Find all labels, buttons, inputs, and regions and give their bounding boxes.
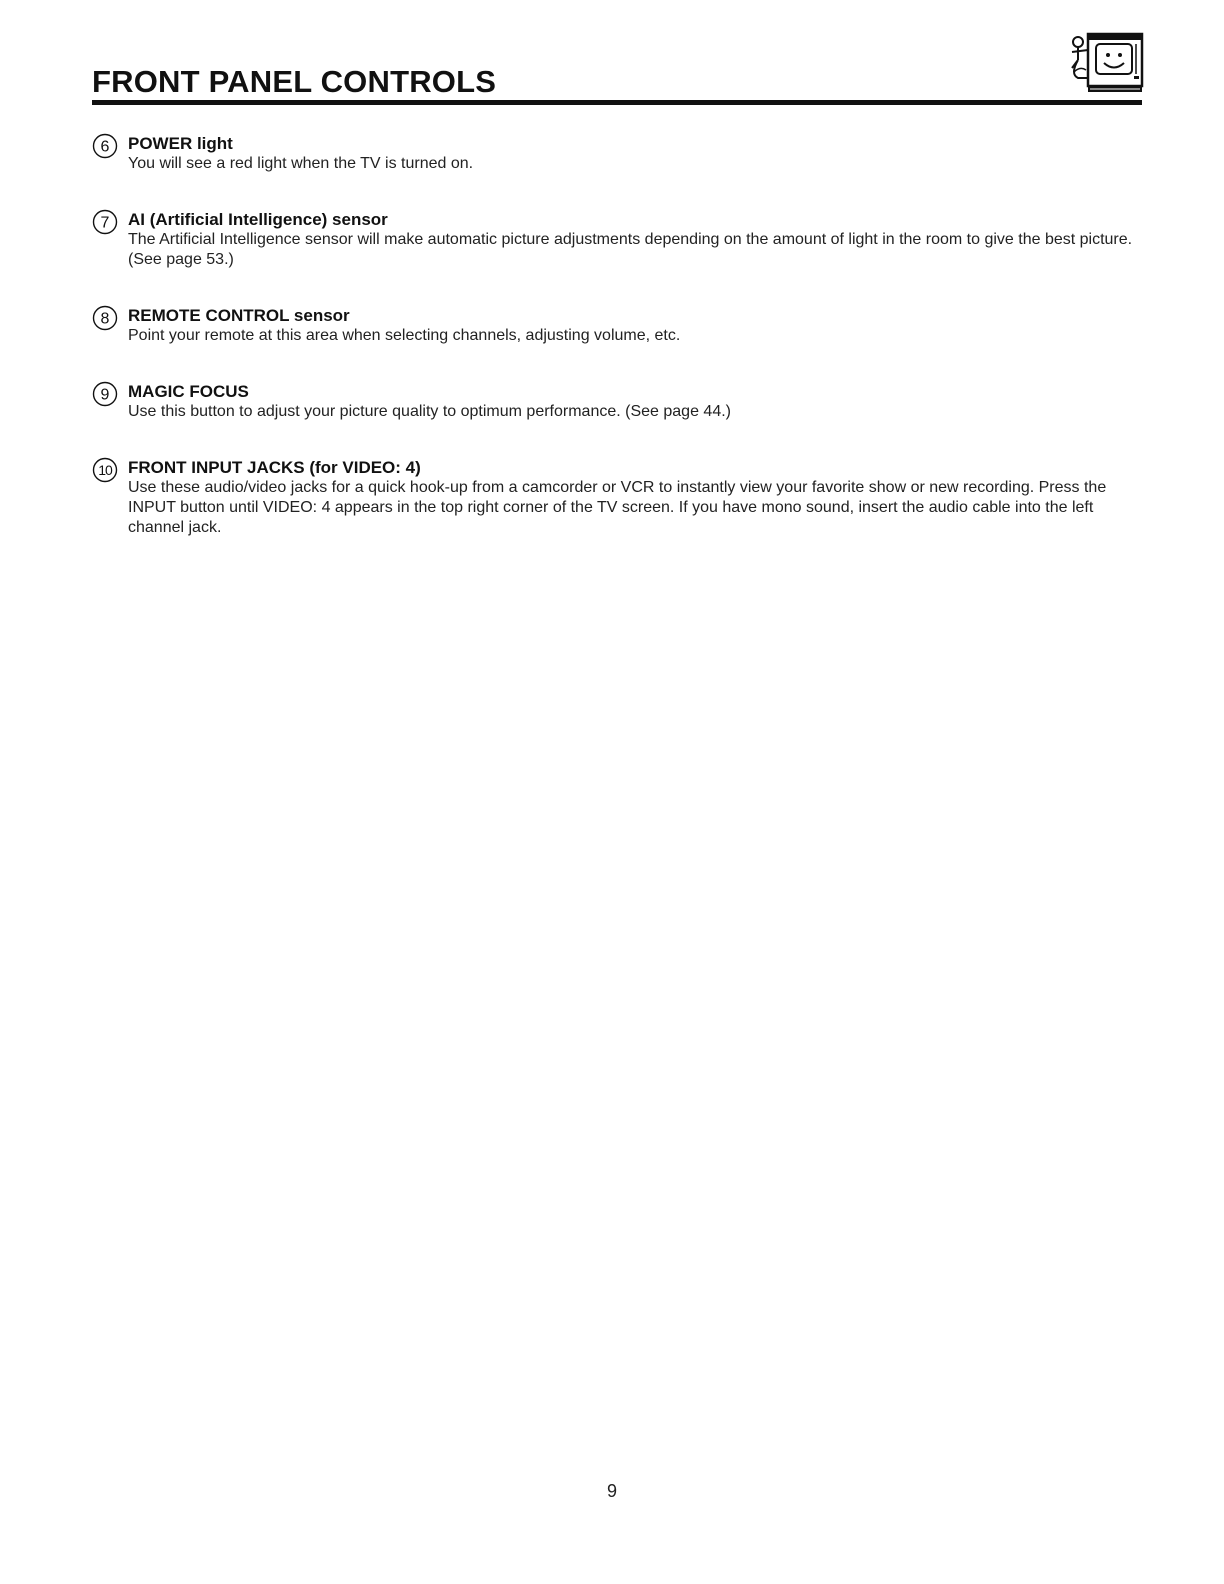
page-header [92,60,1142,108]
item-title: REMOTE CONTROL sensor [128,306,350,325]
number-6-icon [92,133,118,159]
number-10-icon [92,457,118,483]
svg-text:8: 8 [100,310,110,328]
item-title: AI (Artificial Intelligence) sensor [128,210,388,229]
tv-mascot-icon [1066,28,1144,96]
item-description: Use these audio/video jacks for a quick hook-up from a camcorder or VCR to instantly view your favorite show or new recording. Press the INPUT button until VIDEO: 4 appears in the top right corner of the TV screen. If you have mono sound, insert the audio cable into the left channel jack. [128,479,1107,536]
item-description: Use this button to adjust your picture quality to optimum performance. (See page 44.) [128,403,731,420]
svg-text:10: 10 [98,462,112,478]
svg-text:7: 7 [100,214,110,232]
list-item-power-light [92,134,1142,174]
svg-text:9: 9 [100,386,110,404]
item-description: You will see a red light when the TV is turned on. [128,155,474,172]
page-title: FRONT PANEL CONTROLS [92,64,497,99]
number-9-icon [92,381,118,407]
list-item-remote-control-sensor [92,306,1142,346]
list-item-magic-focus [92,382,1142,422]
controls-list [92,134,1142,538]
list-item-ai-sensor [92,210,1142,270]
svg-text:6: 6 [100,138,110,156]
number-7-icon [92,209,118,235]
number-8-icon [92,305,118,331]
item-title: POWER light [128,134,233,153]
title-rule [92,100,1142,105]
item-description: The Artificial Intelligence sensor will make automatic picture adjustments depending on the amount of light in the room to give the best picture. (See page 53.) [128,231,1133,268]
item-title: MAGIC FOCUS [128,382,249,401]
item-title: FRONT INPUT JACKS (for VIDEO: 4) [128,458,421,477]
page-number: 9 [606,1481,617,1501]
list-item-front-input-jacks [92,458,1142,538]
item-description: Point your remote at this area when selecting channels, adjusting volume, etc. [128,327,681,344]
